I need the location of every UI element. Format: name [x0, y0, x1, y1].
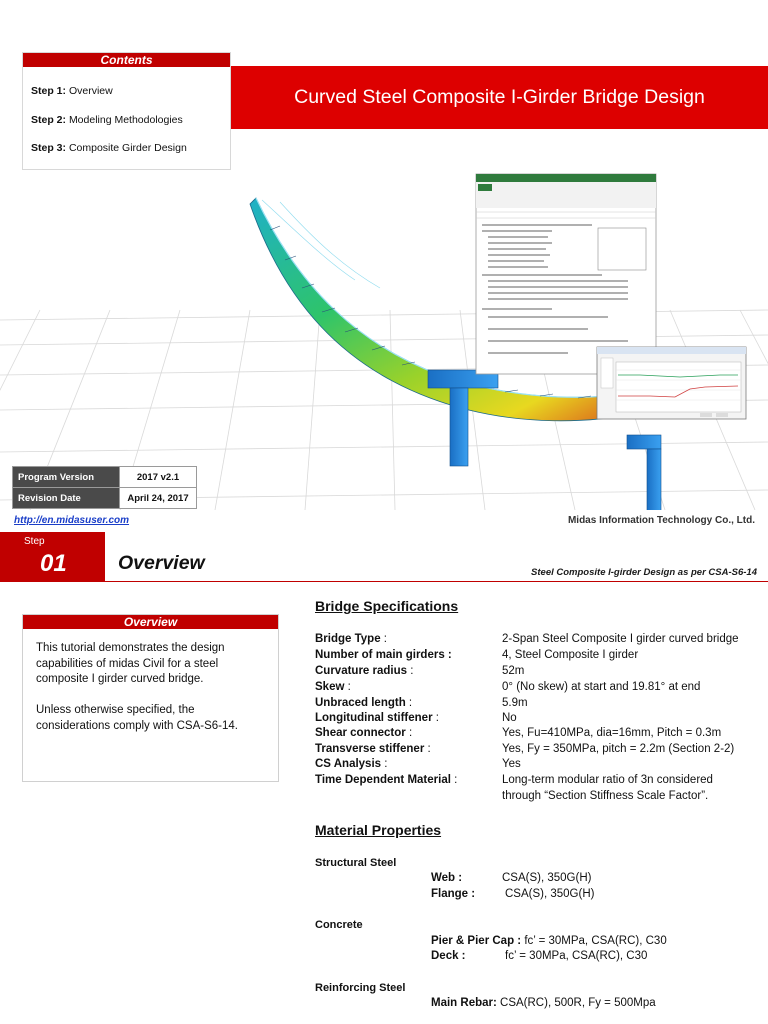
reinforcing-steel-heading: Reinforcing Steel — [315, 982, 406, 994]
deck-label: Deck : — [431, 950, 466, 962]
spec-value: 5.9m — [502, 697, 528, 709]
spec-label: Longitudinal stiffener — [315, 712, 433, 724]
web-value: CSA(S), 350G(H) — [502, 872, 592, 884]
spec-label: Transverse stiffener — [315, 743, 425, 755]
main-rebar — [431, 997, 656, 1009]
spec-value: Yes, Fu=410MPa, dia=16mm, Pitch = 0.3m — [502, 727, 722, 739]
overview-paragraph: This tutorial demonstrates the design capabilities of midas Civil for a steel composite I girder curved bridge. — [36, 642, 225, 685]
table-row — [13, 467, 197, 488]
step-label: Step — [24, 536, 45, 547]
deck-concrete — [431, 950, 466, 962]
spec-value: 4, Steel Composite I girder — [502, 649, 639, 661]
step-label: Overview — [68, 85, 113, 97]
contents-item-step2[interactable] — [31, 114, 183, 126]
revision-date-label: Revision Date — [13, 488, 120, 509]
spreadsheet-screenshot — [476, 174, 656, 374]
material-props-title: Material Properties — [315, 822, 442, 838]
contents-item-step1[interactable] — [31, 85, 113, 97]
overview-panel — [22, 614, 279, 782]
overview-paragraph: Unless otherwise specified, the considerations comply with CSA-S6-14. — [36, 704, 238, 732]
spec-value: Long-term modular ratio of 3n considered — [502, 774, 713, 786]
program-version-value: 2017 v2.1 — [120, 467, 197, 488]
program-version-label: Program Version — [13, 467, 120, 488]
pier-concrete — [431, 935, 667, 947]
chart-dialog-screenshot — [597, 347, 746, 419]
step-badge — [0, 532, 105, 582]
contents-item-step3[interactable] — [31, 142, 187, 154]
concrete-heading: Concrete — [315, 919, 363, 931]
bridge-model-illustration — [0, 170, 768, 510]
spec-label: Unbraced length — [315, 697, 406, 709]
step-label: Modeling Methodologies — [68, 114, 183, 126]
spec-value: No — [502, 712, 517, 724]
version-table — [12, 466, 197, 509]
company-name: Midas Information Technology Co., Ltd. — [567, 515, 755, 526]
spec-label: Shear connector — [315, 727, 406, 739]
website-link[interactable]: http://en.midasuser.com — [14, 515, 130, 526]
step-divider — [105, 581, 768, 582]
spec-label: Number of main girders : — [315, 649, 452, 661]
step-label: Composite Girder Design — [68, 142, 187, 154]
spec-label: Curvature radius — [315, 665, 408, 677]
step-number: Step 3: — [31, 142, 67, 154]
spec-label: Skew — [315, 681, 345, 693]
spec-label: Bridge Type — [315, 633, 381, 645]
spec-value: 52m — [502, 665, 525, 677]
spec-value: Yes, Fy = 350MPa, pitch = 2.2m (Section 2-2) — [502, 743, 735, 755]
contents-panel — [22, 52, 231, 170]
step-number: Step 1: — [31, 85, 67, 97]
spec-value: 2-Span Steel Composite I girder curved bridge — [502, 633, 739, 645]
structural-steel-heading: Structural Steel — [315, 857, 397, 869]
web-label: Web : — [431, 872, 463, 884]
spec-value-continued: through “Section Stiffness Scale Factor”. — [502, 790, 709, 802]
step-number: Step 2: — [31, 114, 67, 126]
step-title: Overview — [118, 552, 205, 574]
deck-value: fc’ = 30MPa, CSA(RC), C30 — [505, 950, 648, 962]
table-row — [13, 488, 197, 509]
flange-material — [431, 888, 475, 900]
overview-header: Overview — [23, 615, 278, 629]
flange-value: CSA(S), 350G(H) — [505, 888, 595, 900]
pier-value: fc’ = 30MPa, CSA(RC), C30 — [521, 935, 667, 947]
contents-header: Contents — [23, 53, 230, 67]
spec-value: Yes — [502, 758, 521, 770]
spec-label: Time Dependent Material — [315, 774, 451, 786]
bridge-specs-title: Bridge Specifications — [315, 598, 459, 614]
main-rebar-value: CSA(RC), 500R, Fy = 500Mpa — [496, 997, 656, 1009]
document-title: Curved Steel Composite I-Girder Bridge Design — [231, 66, 768, 129]
spec-value: 0° (No skew) at start and 19.81° at end — [502, 681, 701, 693]
pier-label: Pier & Pier Cap : — [431, 935, 522, 947]
step-subtitle: Steel Composite I-girder Design as per CSA-S6-14 — [531, 567, 757, 578]
flange-label: Flange : — [431, 888, 476, 900]
step-number: 01 — [40, 550, 67, 577]
main-rebar-label: Main Rebar: — [431, 997, 497, 1009]
web-material — [431, 872, 462, 884]
spec-label: CS Analysis — [315, 758, 382, 770]
revision-date-value: April 24, 2017 — [120, 488, 197, 509]
